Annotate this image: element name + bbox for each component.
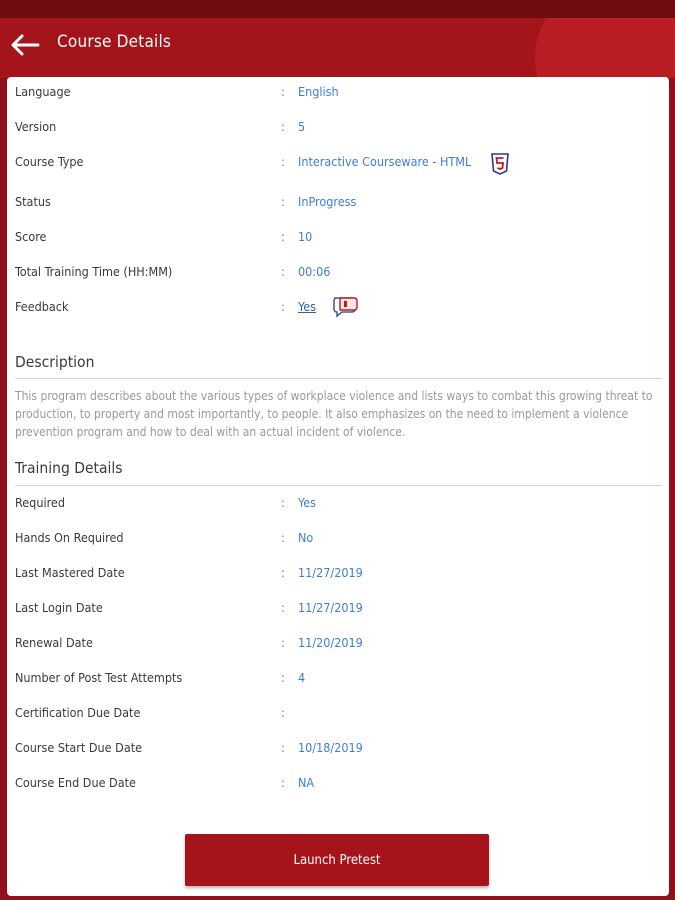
colon: : <box>281 670 285 685</box>
description-heading: Description <box>15 353 95 371</box>
divider <box>15 378 662 379</box>
detail-label: Status <box>15 194 51 209</box>
detail-row-version <box>15 119 655 139</box>
app-bar <box>0 18 675 78</box>
training-value: NA <box>298 775 315 790</box>
training-row-post-test-attempts <box>15 670 655 690</box>
training-label: Certification Due Date <box>15 705 141 720</box>
detail-row-language <box>15 84 655 104</box>
detail-value: 10 <box>298 229 313 244</box>
colon: : <box>281 299 285 314</box>
colon: : <box>281 194 285 209</box>
colon: : <box>281 705 285 720</box>
training-row-hands-on-required <box>15 530 655 550</box>
detail-row-score <box>15 229 655 249</box>
training-label: Course Start Due Date <box>15 740 143 755</box>
feedback-icon[interactable] <box>331 295 359 319</box>
colon: : <box>281 740 285 755</box>
training-value: Yes <box>298 495 316 510</box>
training-value: 11/27/2019 <box>298 565 363 580</box>
feedback-link[interactable]: Yes <box>298 299 316 314</box>
training-value: 4 <box>298 670 306 685</box>
back-button[interactable] <box>8 30 44 60</box>
colon: : <box>281 264 285 279</box>
training-label: Course End Due Date <box>15 775 136 790</box>
colon: : <box>281 495 285 510</box>
training-label: Number of Post Test Attempts <box>15 670 183 685</box>
training-value: 10/18/2019 <box>298 740 363 755</box>
html5-icon <box>491 153 509 175</box>
colon: : <box>281 565 285 580</box>
colon: : <box>281 600 285 615</box>
training-row-course-start-due-date <box>15 740 655 760</box>
detail-value: Interactive Courseware - HTML <box>298 154 472 169</box>
colon: : <box>281 530 285 545</box>
training-value: No <box>298 530 314 545</box>
launch-pretest-button[interactable]: Launch Pretest <box>185 834 489 886</box>
detail-value: InProgress <box>298 194 357 209</box>
colon: : <box>281 635 285 650</box>
detail-label: Language <box>15 84 71 99</box>
training-label: Hands On Required <box>15 530 124 545</box>
divider <box>15 485 662 486</box>
training-label: Renewal Date <box>15 635 93 650</box>
detail-value: 5 <box>298 119 306 134</box>
detail-row-status <box>15 194 655 214</box>
training-row-renewal-date <box>15 635 655 655</box>
training-row-required <box>15 495 655 515</box>
detail-row-total-training-time <box>15 264 655 284</box>
colon: : <box>281 84 285 99</box>
detail-value: English <box>298 84 339 99</box>
training-label: Required <box>15 495 65 510</box>
page-title: Course Details <box>57 32 172 52</box>
detail-row-course-type <box>15 154 655 174</box>
colon: : <box>281 119 285 134</box>
detail-label: Course Type <box>15 154 84 169</box>
detail-value: 00:06 <box>298 264 331 279</box>
colon: : <box>281 154 285 169</box>
detail-label: Feedback <box>15 299 69 314</box>
colon: : <box>281 775 285 790</box>
training-label: Last Mastered Date <box>15 565 125 580</box>
detail-row-feedback <box>15 299 655 319</box>
app-bar-decoration <box>535 18 675 78</box>
training-value: 11/20/2019 <box>298 635 363 650</box>
training-row-last-login-date <box>15 600 655 620</box>
training-row-course-end-due-date <box>15 775 655 795</box>
training-label: Last Login Date <box>15 600 103 615</box>
detail-label: Score <box>15 229 47 244</box>
detail-label: Total Training Time (HH:MM) <box>15 264 173 279</box>
training-details-heading: Training Details <box>15 459 123 477</box>
training-row-last-mastered-date <box>15 565 655 585</box>
colon: : <box>281 229 285 244</box>
course-details-card <box>7 77 669 896</box>
arrow-left-icon <box>8 30 44 60</box>
training-row-certification-due-date <box>15 705 655 725</box>
description-text: This program describes about the various types of workplace violence and lists ways to combat this growing threat to production, to property and most importantly, to people. It also emphasizes on the need to implement a violence prevention program and how to deal with an actual incident of violence. <box>15 389 653 439</box>
status-bar <box>0 0 675 18</box>
training-value: 11/27/2019 <box>298 600 363 615</box>
detail-label: Version <box>15 119 57 134</box>
